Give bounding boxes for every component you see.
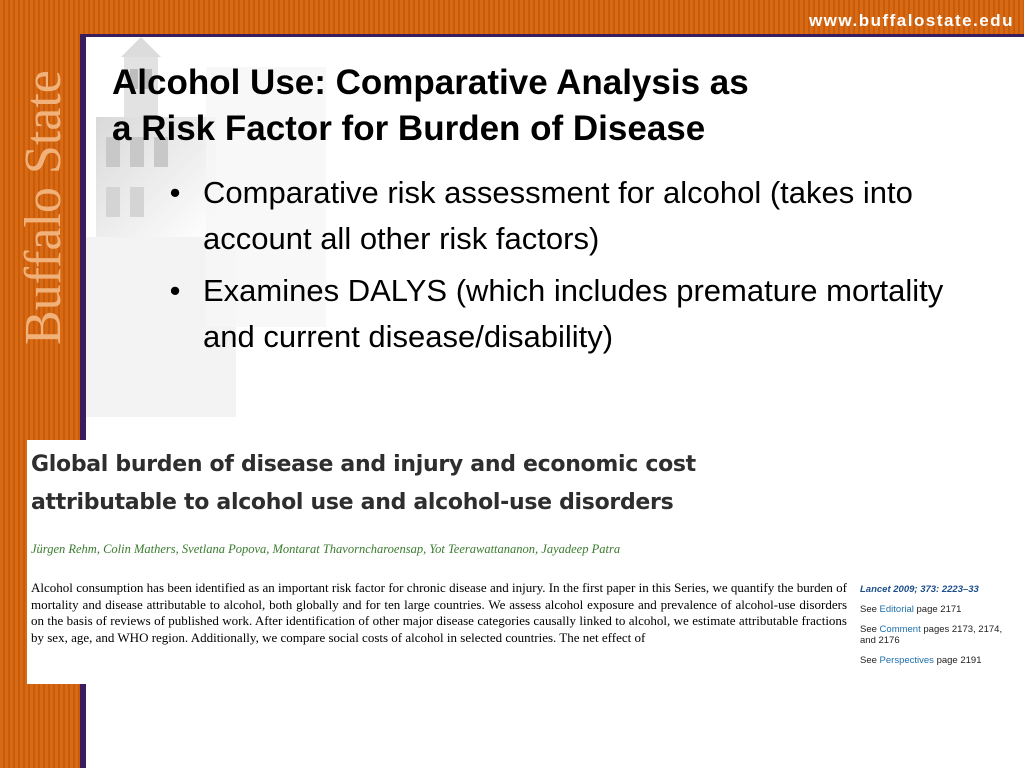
slide-title-line-1: Alcohol Use: Comparative Analysis as — [112, 63, 749, 102]
see-comment-suffix: pages 2173, 2174, and 2176 — [860, 624, 1003, 646]
header-band — [0, 0, 1024, 34]
bullet-item — [165, 268, 985, 360]
article-excerpt-image — [27, 440, 1023, 684]
bullet-text: Comparative risk assessment for alcohol (takes into account all other risk factors) — [203, 175, 913, 256]
slide-title — [112, 60, 1012, 152]
article-heading-line-1: Global burden of disease and injury and economic cost — [31, 452, 696, 477]
article-heading-line-2: attributable to alcohol use and alcohol-use disorders — [31, 490, 674, 515]
perspectives-link: Perspectives — [879, 655, 934, 666]
comment-link: Comment — [879, 624, 921, 635]
vertical-brand-text: Buffalo State — [15, 70, 72, 345]
see-comment-note — [860, 624, 1020, 646]
bullet-text: Examines DALYS (which includes premature mortality and current disease/disability) — [203, 273, 944, 354]
slide-title-line-2: a Risk Factor for Burden of Disease — [112, 109, 706, 148]
see-perspectives-suffix: page 2191 — [933, 655, 982, 666]
see-perspectives-note — [860, 655, 1020, 666]
journal-citation: Lancet 2009; 373: 2223–33 — [860, 584, 979, 595]
article-abstract: Alcohol consumption has been identified as an important risk factor for chronic disease and injury. In the first paper in this Series, we quantify the burden of mortality and disease attributable to alcohol, both globally and for ten large countries. We assess alcohol exposure and prevalence of alcohol-use disorders on the basis of reviews of published work. After identification of other major disease categories causally linked to alcohol, we estimate attributable fractions by sex, age, and WHO region. Additionally, we compare social costs of alcohol in selected countries. The net effect of — [31, 580, 847, 645]
see-editorial-prefix: See — [860, 604, 880, 615]
article-sidebar — [860, 584, 1020, 675]
site-url: www.buffalostate.edu — [808, 11, 1014, 30]
see-editorial-note — [860, 604, 1020, 615]
see-comment-prefix: See — [860, 624, 880, 635]
bullet-dot-icon: • — [169, 273, 181, 308]
article-authors: Jürgen Rehm, Colin Mathers, Svetlana Popova, Montarat Thavorncharoensap, Yot Teerawattananon, Jayadeep Patra — [31, 542, 621, 556]
see-perspectives-prefix: See — [860, 655, 880, 666]
bullet-dot-icon: • — [169, 175, 181, 210]
bullet-item — [165, 170, 985, 262]
bullet-list — [165, 170, 985, 366]
see-editorial-suffix: page 2171 — [913, 604, 962, 615]
article-heading — [31, 446, 791, 522]
editorial-link: Editorial — [879, 604, 914, 615]
